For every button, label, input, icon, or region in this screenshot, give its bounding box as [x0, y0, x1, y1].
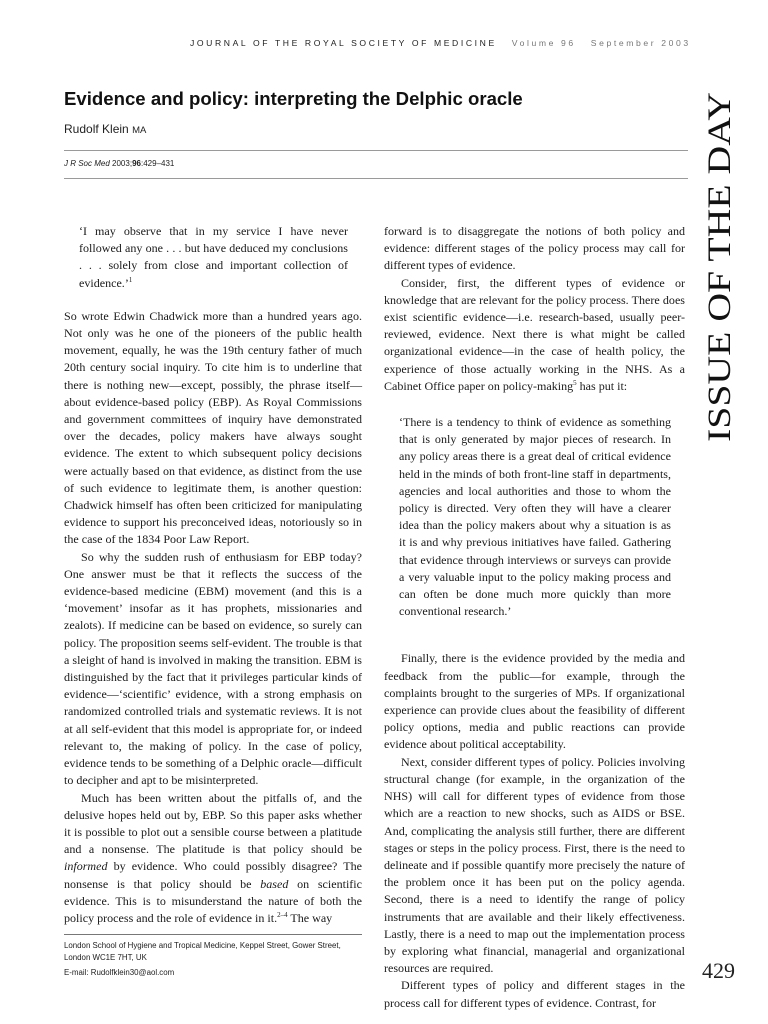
epigraph — [79, 223, 348, 292]
article-citation — [64, 159, 174, 168]
paragraph-text: has put it: — [576, 378, 628, 393]
author-email: E-mail: Rudolfklein30@aol.com — [64, 968, 175, 977]
journal-volume: Volume 96 — [511, 38, 576, 48]
article-author — [64, 122, 146, 136]
paragraph — [64, 790, 362, 928]
citation-journal: J R Soc Med — [64, 159, 110, 168]
citation-rule — [64, 178, 688, 179]
author-affiliation: London School of Hygiene and Tropical Medicine, Keppel Street, Gower Street, London WC1E 7HT, UK — [64, 941, 341, 962]
epigraph-reference: 1 — [128, 275, 133, 284]
footnote-rule — [64, 934, 362, 935]
paragraph — [384, 275, 685, 395]
paragraph: forward is to disaggregate the notions of both policy and evidence: different stages of the policy process may call for different types of evidence. — [384, 224, 685, 273]
paragraph: So why the sudden rush of enthusiasm for EBP today? One answer must be that it reflects the success of the evidence-based medicine (EBM) movement (and this is a ‘movement’ insofar as it has prophets, missionaries and zealots). If medicine can be based on evidence, so surely can policy. The proposition seems self-evident. The trouble is that a sleight of hand is involved in making the transition. EBM is distinguished by the fact that it privileges particular kinds of evidence—‘scientific’ evidence, with a strong emphasis on randomized controlled trials and systematic reviews. It is not at all self-evident that this model is appropriate for, or indeed relevant to, the making of policy. In the case of policy, evidence tends to be something of a Delphic oracle—difficult to decipher and apt to be misinterpreted. — [64, 549, 362, 788]
journal-name: JOURNAL OF THE ROYAL SOCIETY OF MEDICINE — [190, 38, 497, 48]
author-name: Rudolf Klein — [64, 122, 129, 136]
paragraph: Different types of policy and different stages in the process call for different types of evidence. Contrast, for — [384, 978, 685, 1010]
reference-marker: 5 — [573, 378, 577, 387]
paragraph-text: by evidence. Who could possibly disagree? The nonsense is that policy should be — [64, 859, 362, 891]
section-label — [694, 86, 746, 446]
body-column-left — [64, 223, 362, 927]
paragraph-text: The way — [287, 910, 333, 925]
citation-pages: :429–431 — [140, 159, 175, 168]
block-quote: ‘There is a tendency to think of evidence as something that is only generated by major pieces of research. In any policy areas there is a great deal of critical evidence held in the minds of both front-line staff in departments, agencies and local authorities and those to whom the policy is directed. Very often they will have a clearer idea than the policy makers about why a situation is as it is and why previous initiatives have failed. Gathering that evidence through interviews or surveys can provide a very valuable input to the policy making process and can often be done much more quickly than more conventional research.’ — [399, 415, 671, 619]
author-degree: MA — [132, 125, 147, 136]
body-column-right — [384, 223, 685, 1012]
section-label-text: ISSUE OF THE DAY — [702, 151, 738, 442]
paragraph: Next, consider different types of policy. Policies involving structural change (for example, in the organization of the NHS) will call for different types of evidence from those which are a reaction to new shocks, such as AIDS or BSE. And, complicating the analysis still further, there are different stages or steps in the policy process. First, there is the need to delineate and if possible quantify more precisely the nature of the problem once it has been put on the policy agenda. Second, there is a need to identify the range of policy instruments that are available and their likely effectiveness. Lastly, there is a need to map out the implementation process by exploring what financial, managerial and organizational resources are required. — [384, 754, 685, 976]
paragraph: Finally, there is the evidence provided by the media and feedback from the public—for example, through the complaints brought to the surgeries of MPs. If organizational experience can provide clues about the feasibility of different policy options, media and public reactions can provide evidence about political acceptability. — [384, 651, 685, 752]
running-head — [190, 38, 690, 48]
emphasis-based: based — [260, 876, 289, 891]
page-number: 429 — [702, 958, 735, 983]
paragraph: So wrote Edwin Chadwick more than a hundred years ago. Not only was he one of the pioneers of the public health movement, equally, he was the 19th century father of much 20th century social inquiry. To cite him is to underline that there is nothing new—except, possibly, the phrase itself—about evidence-based policy (EBP). As Royal Commissions and government committees of inquiry have demonstrated over the decades, policy makers have always sought evidence. The extent to which subsequent policy decisions were actually based on that evidence, as distinct from the use of such evidence to legitimate them, is another question: Chadwick himself has often been criticized for manipulating evidence to support his preconceived ideas, notoriously so in the case of the 1834 Poor Law Report. — [64, 308, 362, 547]
emphasis-informed: informed — [64, 859, 108, 874]
paragraph-text: Much has been written about the pitfalls of, and the delusive hopes held out by, EBP. So this paper asks whether it is possible to plot out a sensible course between a platitude and a nonsense. The platitude is that policy should be — [64, 790, 362, 857]
reference-marker: 2–4 — [277, 910, 288, 919]
header-rule — [64, 150, 688, 151]
paragraph-text: on scientific evidence. This is to misunderstand the nature of both the policy process and the role of evidence in it. — [64, 876, 362, 925]
journal-date: September 2003 — [590, 38, 691, 48]
citation-volume: 96 — [132, 159, 141, 168]
citation-year: 2003; — [112, 159, 133, 168]
epigraph-text: ‘I may observe that in my service I have never followed any one . . . but have deduced my conclusions . . . solely from close and important collection of evidence.’ — [79, 224, 348, 290]
paragraph-text: Consider, first, the different types of evidence or knowledge that are relevant for the policy process. There does exist scientific evidence—i.e. research-based, usually peer-reviewed, evidence. Next there is what might be called organizational evidence—in the case of health policy, the experience of those actually working in the NHS. As a Cabinet Office paper on policy-making — [384, 275, 685, 393]
article-title: Evidence and policy: interpreting the Delphic oracle — [64, 88, 523, 109]
